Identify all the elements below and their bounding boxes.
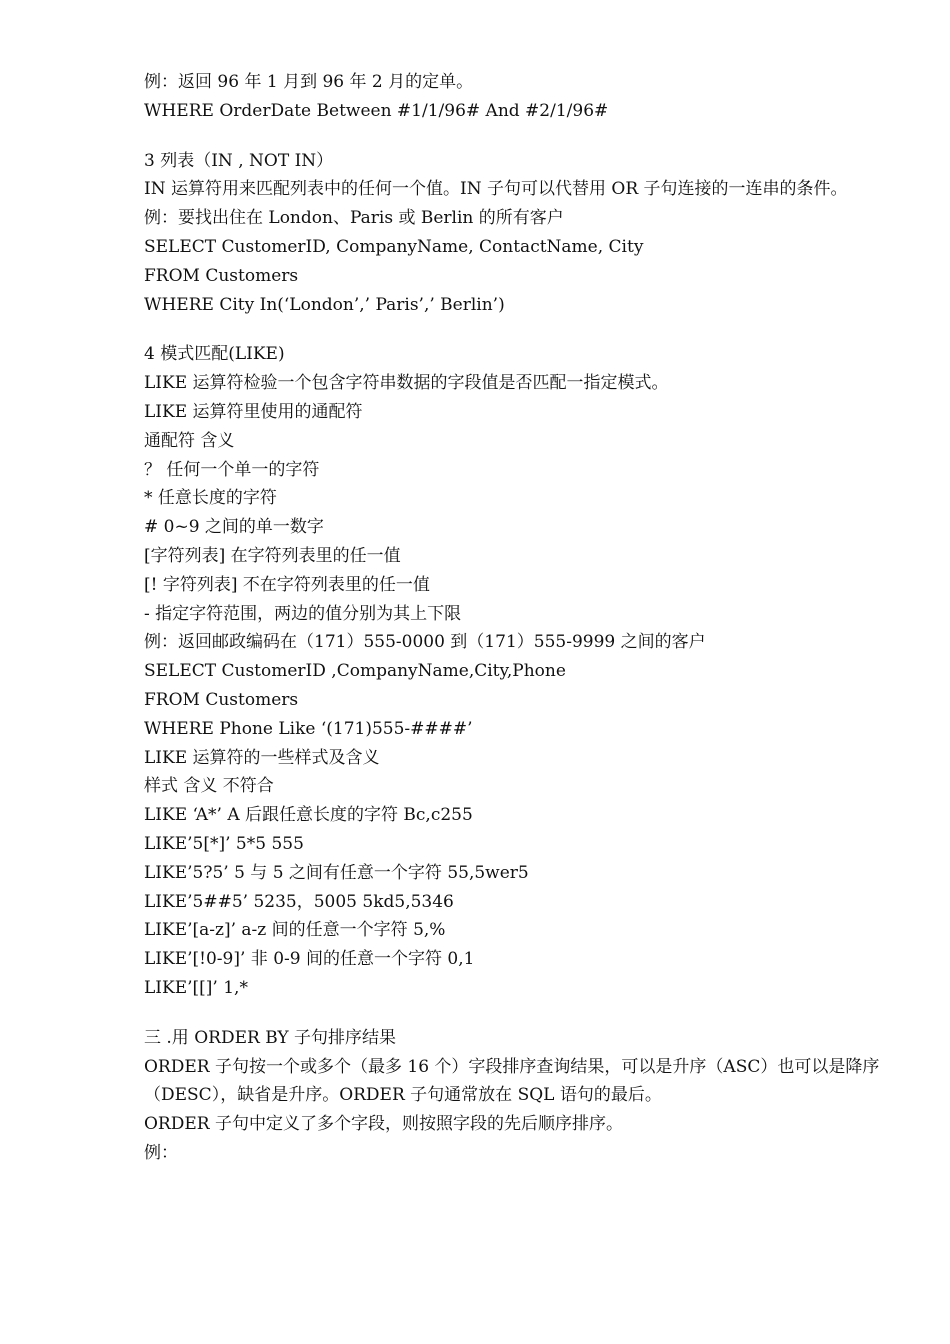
wildcard-row: [! 字符列表] 不在字符列表里的任一值 <box>144 574 430 595</box>
code-line: WHERE OrderDate Between #1/1/96# And #2/1/96# <box>144 100 609 121</box>
section-heading-like: 4 模式匹配(LIKE) <box>144 344 285 365</box>
paragraph-gap <box>144 1003 884 1024</box>
text-line: 例：要找出住在 London、Paris 或 Berlin 的所有客户 <box>144 208 564 229</box>
wildcard-row: - 指定字符范围，两边的值分别为其上下限 <box>144 603 462 624</box>
code-line: FROM Customers <box>144 265 299 286</box>
pattern-row: LIKE’[a-z]’ a-z 间的任意一个字符 5,% <box>144 920 446 941</box>
pattern-row: LIKE’5##5’ 5235，5005 5kd5,5346 <box>144 891 454 912</box>
paragraph-gap <box>144 126 884 147</box>
document-body <box>144 68 884 1168</box>
code-line: SELECT CustomerID, CompanyName, ContactName, City <box>144 236 644 257</box>
pattern-row: LIKE’5[*]’ 5*5 555 <box>144 833 304 854</box>
pattern-row: LIKE’[!0-9]’ 非 0-9 间的任意一个字符 0,1 <box>144 949 475 970</box>
text-line: 例： <box>144 1142 178 1163</box>
text-line: 样式 含义 不符合 <box>144 776 274 797</box>
wildcard-row: # 0~9 之间的单一数字 <box>144 517 324 538</box>
section-heading-order-by: 三 .用 ORDER BY 子句排序结果 <box>144 1027 397 1048</box>
code-line: WHERE City In(‘London’,’ Paris’,’ Berlin’) <box>144 294 505 315</box>
code-line: SELECT CustomerID ,CompanyName,City,Phone <box>144 661 566 682</box>
pattern-row: LIKE’[[]’ 1,* <box>144 977 248 998</box>
wildcard-row: ？ 任何一个单一的字符 <box>144 459 320 480</box>
text-line: LIKE 运算符的一些样式及含义 <box>144 747 380 768</box>
text-line: 例：返回邮政编码在（171）555-0000 到（171）555-9999 之间的客户 <box>144 632 706 653</box>
wildcard-row: * 任意长度的字符 <box>144 488 277 509</box>
text-line: LIKE 运算符里使用的通配符 <box>144 401 363 422</box>
pattern-row: LIKE ‘A*’ A 后跟任意长度的字符 Bc,c255 <box>144 805 473 826</box>
pattern-row: LIKE’5?5’ 5 与 5 之间有任意一个字符 55,5wer5 <box>144 862 529 883</box>
text-line: 例：返回 96 年 1 月到 96 年 2 月的定单。 <box>144 72 474 92</box>
code-line: FROM Customers <box>144 689 299 710</box>
paragraph-gap <box>144 319 884 340</box>
code-line: WHERE Phone Like ‘(171)555-####’ <box>144 718 473 739</box>
text-paragraph: ORDER 子句按一个或多个（最多 16 个）字段排序查询结果，可以是升序（ASC）也可以是降序（DESC），缺省是升序。ORDER 子句通常放在 SQL 语句的最后。 <box>144 1056 880 1106</box>
text-paragraph: IN 运算符用来匹配列表中的任何一个值。IN 子句可以代替用 OR 子句连接的一连串的条件。 <box>144 179 848 200</box>
section-heading-list: 3 列表（IN , NOT IN） <box>144 150 334 171</box>
text-line: 通配符 含义 <box>144 430 235 451</box>
text-line: LIKE 运算符检验一个包含字符串数据的字段值是否匹配一指定模式。 <box>144 373 669 394</box>
text-line: ORDER 子句中定义了多个字段，则按照字段的先后顺序排序。 <box>144 1114 623 1135</box>
wildcard-row: [字符列表] 在字符列表里的任一值 <box>144 545 401 566</box>
